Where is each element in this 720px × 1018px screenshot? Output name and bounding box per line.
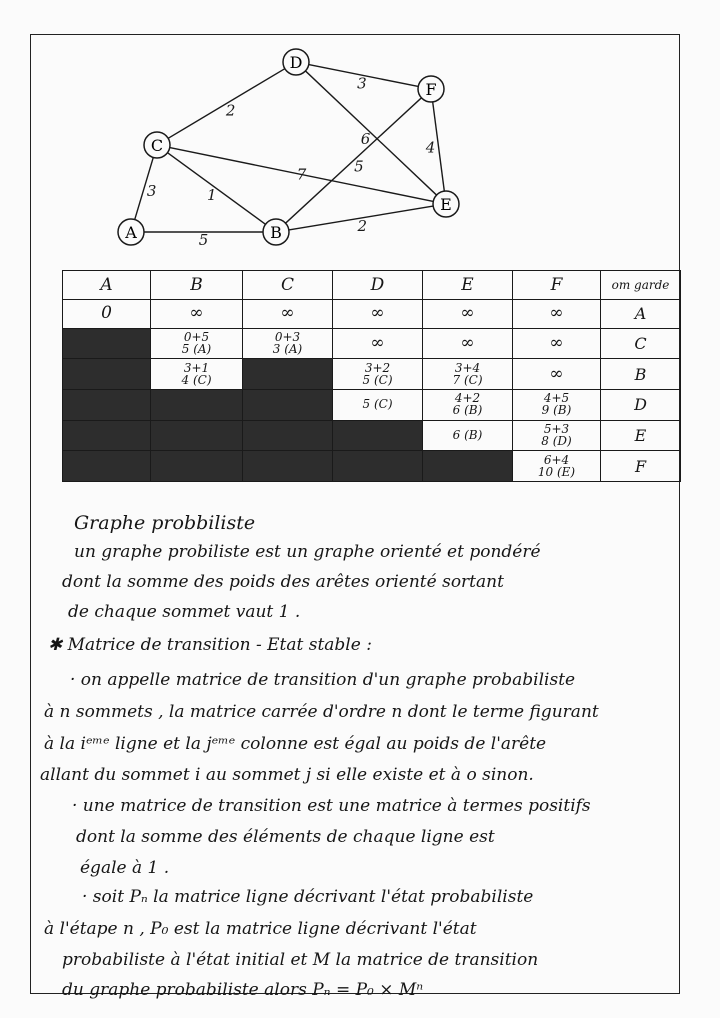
edge-weight-label: 4 [425, 138, 436, 157]
notes-line: dont la somme des poids des arêtes orienté sortant [62, 572, 504, 592]
cell-value: 0+5 5 (A) [181, 329, 212, 356]
table-cell [423, 359, 513, 390]
table-cell [423, 389, 513, 420]
table-row [63, 328, 681, 359]
notes-line: · on appelle matrice de transition d'un graphe probabiliste [70, 670, 576, 690]
table-cell [243, 328, 333, 359]
edge-weight-label: 5 [198, 231, 209, 249]
table-row [63, 389, 681, 420]
selected-vertex-cell: D [601, 389, 681, 420]
weighted-graph [0, 0, 720, 265]
notes-line: · soit Pₙ la matrice ligne décrivant l'état probabiliste [82, 887, 534, 907]
vertex-label: A [125, 223, 137, 242]
header-cell: A [63, 271, 151, 300]
cell-value: 3+1 4 (C) [181, 360, 212, 387]
edge-weight-label: 7 [296, 165, 307, 184]
table-row [63, 300, 681, 329]
edge-weight-label: 5 [354, 157, 364, 176]
vertex-label: E [440, 195, 452, 214]
shaded-cell [151, 451, 243, 482]
header-cell: E [423, 271, 513, 300]
notes-line: dont la somme des éléments de chaque ligne est [76, 827, 495, 847]
table-cell: ∞ [333, 328, 423, 359]
vertex-label: D [289, 53, 303, 72]
selected-vertex-cell: B [601, 359, 681, 390]
table-row [63, 420, 681, 451]
cell-value: 5+3 8 (D) [541, 421, 572, 448]
table-cell [151, 359, 243, 390]
edge-weight-label: 3 [357, 74, 367, 93]
notes-line: allant du sommet i au sommet j si elle existe et à o sinon. [40, 765, 534, 785]
shaded-cell [151, 389, 243, 420]
notes-line: du graphe probabiliste alors Pₙ = P₀ × Mⁿ [62, 980, 424, 1000]
shaded-cell [63, 328, 151, 359]
notes-line: égale à 1 . [80, 858, 170, 878]
cell-value: 4+5 9 (B) [541, 391, 572, 418]
shaded-cell [243, 389, 333, 420]
edge-weight-label: 3 [146, 181, 157, 200]
vertex-label: C [150, 136, 164, 155]
table-cell: 6 (B) [423, 420, 513, 451]
edge-weight-label: 6 [360, 129, 371, 148]
notes-line: probabiliste à l'état initial et M la matrice de transition [62, 950, 539, 970]
notes-line: de chaque sommet vaut 1 . [68, 602, 301, 622]
edge-weight-label: 2 [357, 216, 368, 235]
table-cell: ∞ [513, 300, 601, 329]
cell-value: 3+2 5 (C) [362, 360, 393, 387]
cell-value: 4+2 6 (B) [452, 391, 483, 418]
selected-vertex-cell: C [601, 328, 681, 359]
selected-vertex-cell: F [601, 451, 681, 482]
notes-line: un graphe probiliste est un graphe orienté et pondéré [74, 542, 541, 562]
shaded-cell [63, 420, 151, 451]
shaded-cell [333, 420, 423, 451]
table-cell: ∞ [423, 328, 513, 359]
edge-weight-label: 2 [225, 101, 236, 120]
shaded-cell [63, 451, 151, 482]
header-cell: D [333, 271, 423, 300]
table-row [63, 359, 681, 390]
table-cell [513, 389, 601, 420]
table-cell [513, 451, 601, 482]
table-cell [333, 359, 423, 390]
cell-value: 3+4 7 (C) [452, 360, 483, 387]
table-cell: ∞ [151, 300, 243, 329]
shaded-cell [243, 451, 333, 482]
vertex-label: B [270, 223, 282, 242]
table-cell: 5 (C) [333, 389, 423, 420]
cell-value: 6+4 10 (E) [537, 452, 576, 479]
header-cell: C [243, 271, 333, 300]
header-cell: F [513, 271, 601, 300]
table-header-row [63, 271, 681, 300]
table-cell [151, 328, 243, 359]
dijkstra-table [62, 270, 681, 482]
vertex-label: F [425, 80, 437, 99]
header-cell: B [151, 271, 243, 300]
edge-weight-label: 1 [207, 185, 217, 204]
table-cell: ∞ [333, 300, 423, 329]
table-cell: ∞ [243, 300, 333, 329]
cell-value: 0+3 3 (A) [272, 329, 303, 356]
shaded-cell [63, 359, 151, 390]
notes-line: à n sommets , la matrice carrée d'ordre n dont le terme figurant [44, 702, 599, 722]
notes-line: à la iᵉᵐᵉ ligne et la jᵉᵐᵉ colonne est égal au poids de l'arête [44, 734, 547, 754]
table-cell: ∞ [423, 300, 513, 329]
shaded-cell [151, 420, 243, 451]
table-cell [513, 420, 601, 451]
selected-vertex-cell: E [601, 420, 681, 451]
selected-vertex-cell: A [601, 300, 681, 329]
header-cell-om-garde: om garde [601, 271, 681, 300]
notes-line: · une matrice de transition est une matrice à termes positifs [72, 796, 591, 816]
shaded-cell [243, 359, 333, 390]
graph-edge-D-E [305, 71, 436, 195]
shaded-cell [63, 389, 151, 420]
notes-title: Graphe probbiliste [74, 512, 256, 534]
shaded-cell [243, 420, 333, 451]
notes-line: à l'étape n , P₀ est la matrice ligne décrivant l'état [44, 919, 477, 939]
table-cell: ∞ [513, 359, 601, 390]
notes-line: ✱ Matrice de transition - Etat stable : [48, 635, 372, 655]
shaded-cell [423, 451, 513, 482]
table-cell: 0 [63, 300, 151, 329]
table-row [63, 451, 681, 482]
table-cell: ∞ [513, 328, 601, 359]
shaded-cell [333, 451, 423, 482]
